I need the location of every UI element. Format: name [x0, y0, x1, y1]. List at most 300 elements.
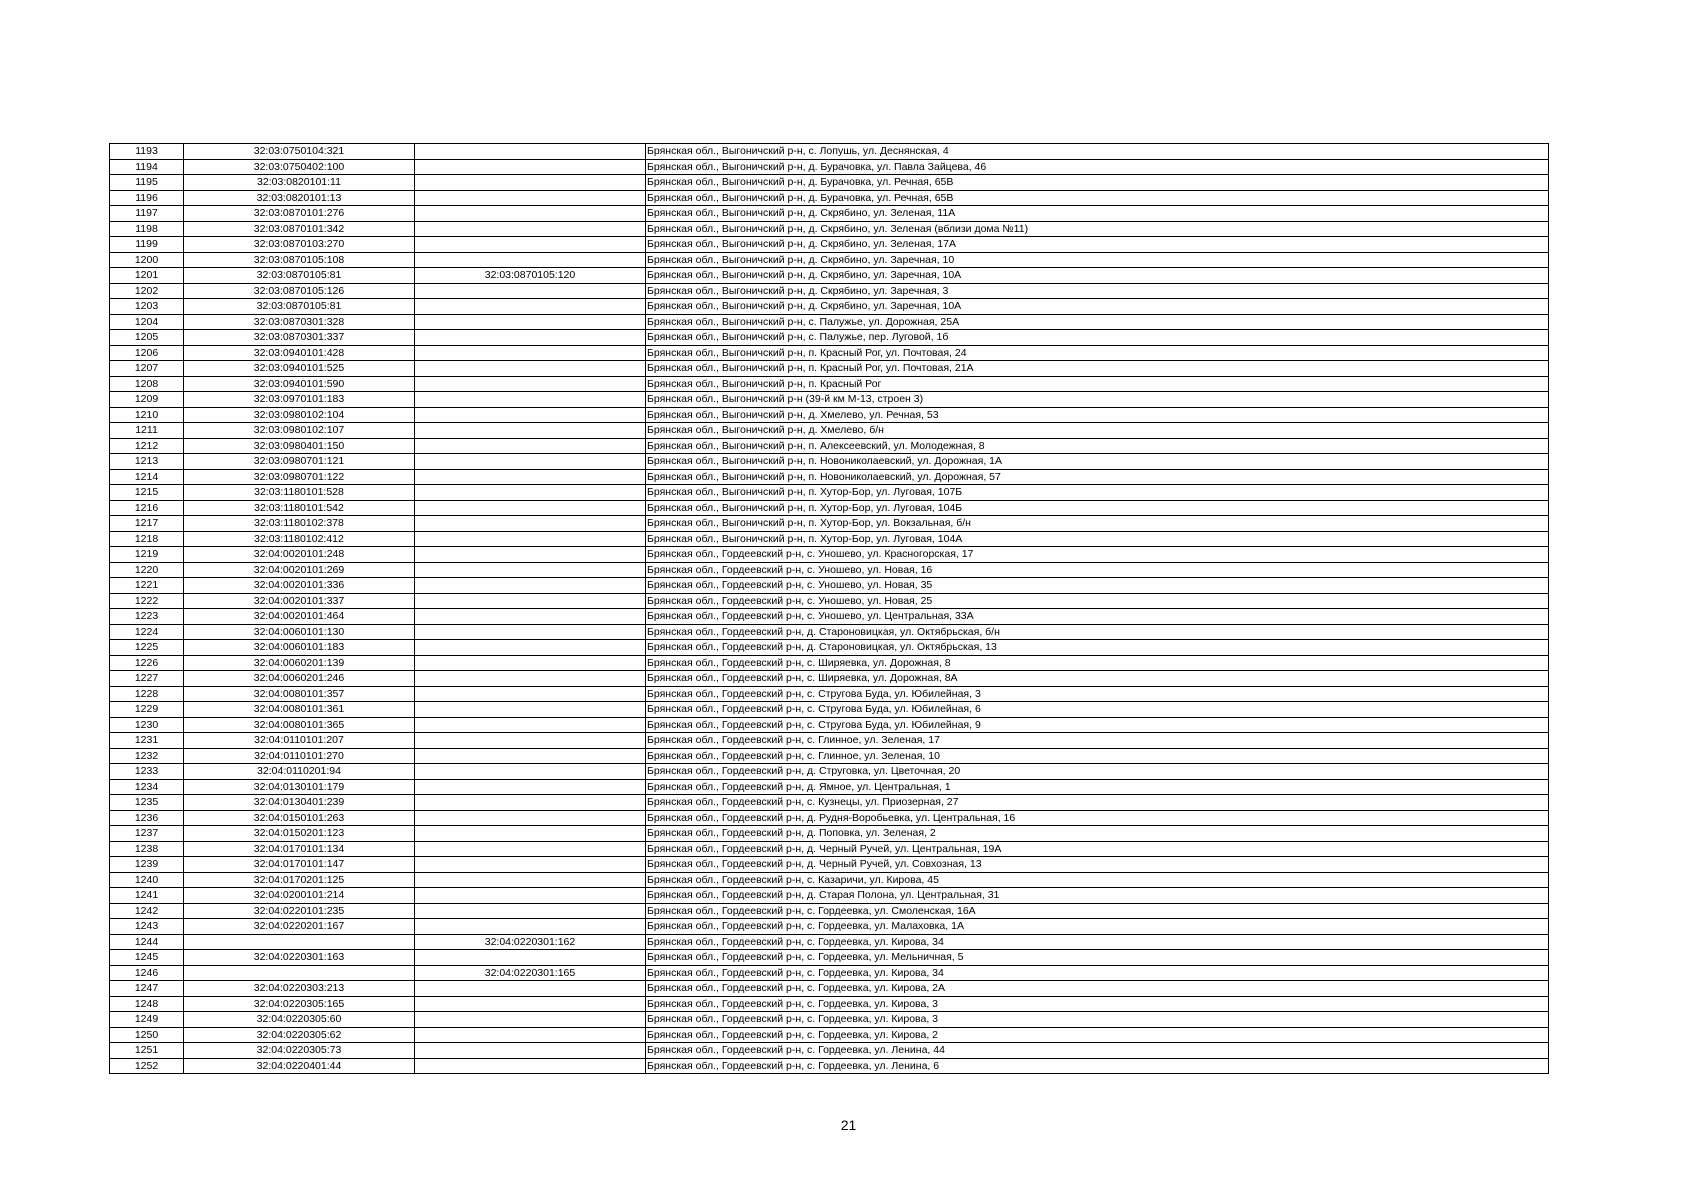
table-row [110, 516, 1549, 532]
row-number-cell: 1216 [110, 500, 184, 516]
cadastral-number-cell: 32:03:0980701:121 [184, 454, 415, 470]
related-cadastral-number-cell [415, 376, 646, 392]
table-row [110, 562, 1549, 578]
row-number-cell: 1230 [110, 717, 184, 733]
row-number-cell: 1219 [110, 547, 184, 563]
related-cadastral-number-cell [415, 206, 646, 222]
cadastral-number-cell: 32:04:0060201:246 [184, 671, 415, 687]
row-number-cell: 1213 [110, 454, 184, 470]
table-row [110, 655, 1549, 671]
cadastral-number-cell: 32:04:0170101:134 [184, 841, 415, 857]
address-cell: Брянская обл., Гордеевский р-н, с. Гордеевка, ул. Малаховка, 1А [646, 919, 1549, 935]
row-number-cell: 1221 [110, 578, 184, 594]
row-number-cell: 1236 [110, 810, 184, 826]
address-cell: Брянская обл., Выгоничский р-н, д. Скрябино, ул. Зеленая, 11А [646, 206, 1549, 222]
cadastral-number-cell: 32:03:0870105:81 [184, 268, 415, 284]
table-row [110, 1027, 1549, 1043]
row-number-cell: 1209 [110, 392, 184, 408]
table-row [110, 1012, 1549, 1028]
row-number-cell: 1241 [110, 888, 184, 904]
address-cell: Брянская обл., Выгоничский р-н, д. Хмелево, б/н [646, 423, 1549, 439]
cadastral-number-cell: 32:03:0970101:183 [184, 392, 415, 408]
address-cell: Брянская обл., Гордеевский р-н, д. Ямное, ул. Центральная, 1 [646, 779, 1549, 795]
address-cell: Брянская обл., Гордеевский р-н, с. Гордеевка, ул. Ленина, 44 [646, 1043, 1549, 1059]
related-cadastral-number-cell [415, 454, 646, 470]
cadastral-number-cell: 32:04:0220305:73 [184, 1043, 415, 1059]
row-number-cell: 1245 [110, 950, 184, 966]
table-row [110, 717, 1549, 733]
address-cell: Брянская обл., Гордеевский р-н, с. Гордеевка, ул. Кирова, 34 [646, 934, 1549, 950]
address-cell: Брянская обл., Гордеевский р-н, с. Уношево, ул. Новая, 25 [646, 593, 1549, 609]
related-cadastral-number-cell: 32:04:0220301:162 [415, 934, 646, 950]
row-number-cell: 1252 [110, 1058, 184, 1074]
cadastral-number-cell: 32:03:0940101:428 [184, 345, 415, 361]
table-row [110, 996, 1549, 1012]
row-number-cell: 1237 [110, 826, 184, 842]
cadastral-number-cell: 32:04:0080101:361 [184, 702, 415, 718]
address-cell: Брянская обл., Выгоничский р-н, п. Хутор-Бор, ул. Луговая, 104А [646, 531, 1549, 547]
row-number-cell: 1244 [110, 934, 184, 950]
row-number-cell: 1228 [110, 686, 184, 702]
address-cell: Брянская обл., Выгоничский р-н, п. Хутор-Бор, ул. Луговая, 104Б [646, 500, 1549, 516]
table-row [110, 764, 1549, 780]
cadastral-number-cell: 32:04:0060201:139 [184, 655, 415, 671]
related-cadastral-number-cell [415, 345, 646, 361]
table-row [110, 950, 1549, 966]
cadastral-number-cell: 32:04:0150201:123 [184, 826, 415, 842]
row-number-cell: 1233 [110, 764, 184, 780]
related-cadastral-number-cell [415, 1012, 646, 1028]
row-number-cell: 1232 [110, 748, 184, 764]
related-cadastral-number-cell [415, 485, 646, 501]
related-cadastral-number-cell [415, 779, 646, 795]
address-cell: Брянская обл., Гордеевский р-н, с. Уношево, ул. Красногорская, 17 [646, 547, 1549, 563]
cadastral-number-cell: 32:04:0020101:464 [184, 609, 415, 625]
table-row [110, 454, 1549, 470]
related-cadastral-number-cell [415, 361, 646, 377]
address-cell: Брянская обл., Гордеевский р-н, д. Струговка, ул. Цветочная, 20 [646, 764, 1549, 780]
address-cell: Брянская обл., Гордеевский р-н, с. Ширяевка, ул. Дорожная, 8 [646, 655, 1549, 671]
table-row [110, 237, 1549, 253]
related-cadastral-number-cell [415, 888, 646, 904]
table-row [110, 624, 1549, 640]
cadastral-number-cell: 32:04:0220301:163 [184, 950, 415, 966]
cadastral-number-cell: 32:04:0220305:62 [184, 1027, 415, 1043]
table-row [110, 671, 1549, 687]
table-row [110, 733, 1549, 749]
address-cell: Брянская обл., Гордеевский р-н, д. Рудня-Воробьевка, ул. Центральная, 16 [646, 810, 1549, 826]
row-number-cell: 1203 [110, 299, 184, 315]
table-row [110, 965, 1549, 981]
related-cadastral-number-cell [415, 686, 646, 702]
related-cadastral-number-cell [415, 950, 646, 966]
related-cadastral-number-cell [415, 221, 646, 237]
related-cadastral-number-cell [415, 469, 646, 485]
address-cell: Брянская обл., Гордеевский р-н, д. Поповка, ул. Зеленая, 2 [646, 826, 1549, 842]
address-cell: Брянская обл., Выгоничский р-н, д. Скрябино, ул. Заречная, 10 [646, 252, 1549, 268]
related-cadastral-number-cell: 32:03:0870105:120 [415, 268, 646, 284]
row-number-cell: 1195 [110, 175, 184, 191]
row-number-cell: 1243 [110, 919, 184, 935]
table-row [110, 686, 1549, 702]
related-cadastral-number-cell [415, 919, 646, 935]
cadastral-number-cell: 32:04:0220201:167 [184, 919, 415, 935]
table-row [110, 857, 1549, 873]
address-cell: Брянская обл., Гордеевский р-н, с. Гордеевка, ул. Кирова, 3 [646, 1012, 1549, 1028]
related-cadastral-number-cell [415, 826, 646, 842]
table-row [110, 423, 1549, 439]
table-row [110, 314, 1549, 330]
related-cadastral-number-cell [415, 1027, 646, 1043]
related-cadastral-number-cell [415, 640, 646, 656]
related-cadastral-number-cell [415, 159, 646, 175]
table-row [110, 221, 1549, 237]
row-number-cell: 1240 [110, 872, 184, 888]
cadastral-number-cell: 32:04:0110101:207 [184, 733, 415, 749]
address-cell: Брянская обл., Выгоничский р-н, п. Новониколаевский, ул. Дорожная, 1А [646, 454, 1549, 470]
cadastral-number-cell: 32:03:0820101:13 [184, 190, 415, 206]
address-cell: Брянская обл., Гордеевский р-н, с. Гордеевка, ул. Ленина, 6 [646, 1058, 1549, 1074]
table-row [110, 206, 1549, 222]
related-cadastral-number-cell [415, 299, 646, 315]
cadastral-number-cell: 32:03:0870101:276 [184, 206, 415, 222]
related-cadastral-number-cell [415, 1058, 646, 1074]
related-cadastral-number-cell [415, 423, 646, 439]
row-number-cell: 1220 [110, 562, 184, 578]
table-row [110, 175, 1549, 191]
cadastral-number-cell: 32:03:1180101:528 [184, 485, 415, 501]
table-row [110, 299, 1549, 315]
table-row [110, 981, 1549, 997]
address-cell: Брянская обл., Выгоничский р-н, д. Хмелево, ул. Речная, 53 [646, 407, 1549, 423]
row-number-cell: 1197 [110, 206, 184, 222]
row-number-cell: 1210 [110, 407, 184, 423]
cadastral-number-cell: 32:04:0170101:147 [184, 857, 415, 873]
address-cell: Брянская обл., Гордеевский р-н, с. Гордеевка, ул. Кирова, 2А [646, 981, 1549, 997]
related-cadastral-number-cell [415, 795, 646, 811]
row-number-cell: 1248 [110, 996, 184, 1012]
address-cell: Брянская обл., Выгоничский р-н, д. Бурачовка, ул. Павла Зайцева, 46 [646, 159, 1549, 175]
cadastral-number-cell: 32:03:0980102:104 [184, 407, 415, 423]
address-cell: Брянская обл., Выгоничский р-н, п. Новониколаевский, ул. Дорожная, 57 [646, 469, 1549, 485]
cadastral-number-cell: 32:04:0060101:183 [184, 640, 415, 656]
address-cell: Брянская обл., Гордеевский р-н, с. Стругова Буда, ул. Юбилейная, 6 [646, 702, 1549, 718]
address-cell: Брянская обл., Гордеевский р-н, д. Черный Ручей, ул. Центральная, 19А [646, 841, 1549, 857]
cadastral-number-cell: 32:03:0940101:525 [184, 361, 415, 377]
cadastral-number-cell: 32:03:0870105:108 [184, 252, 415, 268]
row-number-cell: 1218 [110, 531, 184, 547]
address-cell: Брянская обл., Гордеевский р-н, с. Казаричи, ул. Кирова, 45 [646, 872, 1549, 888]
address-cell: Брянская обл., Гордеевский р-н, с. Гордеевка, ул. Мельничная, 5 [646, 950, 1549, 966]
table-row [110, 345, 1549, 361]
row-number-cell: 1224 [110, 624, 184, 640]
related-cadastral-number-cell [415, 314, 646, 330]
address-cell: Брянская обл., Выгоничский р-н, с. Палужье, ул. Дорожная, 25А [646, 314, 1549, 330]
related-cadastral-number-cell [415, 144, 646, 160]
related-cadastral-number-cell [415, 531, 646, 547]
address-cell: Брянская обл., Гордеевский р-н, с. Глинное, ул. Зеленая, 10 [646, 748, 1549, 764]
row-number-cell: 1201 [110, 268, 184, 284]
address-cell: Брянская обл., Выгоничский р-н, п. Красный Рог, ул. Почтовая, 24 [646, 345, 1549, 361]
related-cadastral-number-cell [415, 190, 646, 206]
row-number-cell: 1206 [110, 345, 184, 361]
table-row [110, 407, 1549, 423]
row-number-cell: 1215 [110, 485, 184, 501]
row-number-cell: 1212 [110, 438, 184, 454]
row-number-cell: 1196 [110, 190, 184, 206]
address-cell: Брянская обл., Выгоничский р-н, д. Бурачовка, ул. Речная, 65В [646, 190, 1549, 206]
table-row [110, 144, 1549, 160]
address-cell: Брянская обл., Гордеевский р-н, с. Уношево, ул. Центральная, 33А [646, 609, 1549, 625]
cadastral-number-cell: 32:04:0220303:213 [184, 981, 415, 997]
table-row [110, 779, 1549, 795]
table-row [110, 159, 1549, 175]
related-cadastral-number-cell [415, 547, 646, 563]
related-cadastral-number-cell [415, 903, 646, 919]
cadastral-number-cell: 32:03:0820101:11 [184, 175, 415, 191]
table-row [110, 578, 1549, 594]
related-cadastral-number-cell [415, 175, 646, 191]
cadastral-number-cell: 32:04:0220305:60 [184, 1012, 415, 1028]
row-number-cell: 1238 [110, 841, 184, 857]
table-row [110, 1043, 1549, 1059]
related-cadastral-number-cell [415, 283, 646, 299]
row-number-cell: 1200 [110, 252, 184, 268]
related-cadastral-number-cell [415, 702, 646, 718]
related-cadastral-number-cell [415, 1043, 646, 1059]
row-number-cell: 1207 [110, 361, 184, 377]
table-row [110, 640, 1549, 656]
cadastral-number-cell: 32:04:0130101:179 [184, 779, 415, 795]
row-number-cell: 1202 [110, 283, 184, 299]
related-cadastral-number-cell [415, 733, 646, 749]
related-cadastral-number-cell [415, 392, 646, 408]
table-row [110, 810, 1549, 826]
row-number-cell: 1194 [110, 159, 184, 175]
related-cadastral-number-cell [415, 330, 646, 346]
cadastral-number-cell: 32:03:1180102:412 [184, 531, 415, 547]
cadastral-number-cell: 32:03:0870301:328 [184, 314, 415, 330]
address-cell: Брянская обл., Выгоничский р-н, п. Хутор-Бор, ул. Луговая, 107Б [646, 485, 1549, 501]
cadastral-number-cell: 32:03:1180101:542 [184, 500, 415, 516]
table-row [110, 547, 1549, 563]
address-cell: Брянская обл., Гордеевский р-н, д. Черный Ручей, ул. Совхозная, 13 [646, 857, 1549, 873]
cadastral-number-cell: 32:04:0170201:125 [184, 872, 415, 888]
related-cadastral-number-cell [415, 996, 646, 1012]
row-number-cell: 1249 [110, 1012, 184, 1028]
table-row [110, 795, 1549, 811]
row-number-cell: 1239 [110, 857, 184, 873]
address-cell: Брянская обл., Выгоничский р-н, п. Алексеевский, ул. Молодежная, 8 [646, 438, 1549, 454]
address-cell: Брянская обл., Выгоничский р-н (39-й км М-13, строен 3) [646, 392, 1549, 408]
row-number-cell: 1225 [110, 640, 184, 656]
related-cadastral-number-cell [415, 748, 646, 764]
cadastral-number-cell: 32:04:0020101:337 [184, 593, 415, 609]
related-cadastral-number-cell [415, 593, 646, 609]
address-cell: Брянская обл., Выгоничский р-н, д. Скрябино, ул. Заречная, 10А [646, 268, 1549, 284]
address-cell: Брянская обл., Гордеевский р-н, с. Гордеевка, ул. Кирова, 2 [646, 1027, 1549, 1043]
row-number-cell: 1214 [110, 469, 184, 485]
related-cadastral-number-cell [415, 841, 646, 857]
related-cadastral-number-cell [415, 562, 646, 578]
table-row [110, 872, 1549, 888]
row-number-cell: 1231 [110, 733, 184, 749]
table-row [110, 841, 1549, 857]
cadastral-number-cell: 32:04:0220305:165 [184, 996, 415, 1012]
address-cell: Брянская обл., Гордеевский р-н, с. Кузнецы, ул. Приозерная, 27 [646, 795, 1549, 811]
registry-table-body [110, 144, 1549, 1074]
row-number-cell: 1223 [110, 609, 184, 625]
row-number-cell: 1193 [110, 144, 184, 160]
row-number-cell: 1247 [110, 981, 184, 997]
cadastral-number-cell: 32:03:0980701:122 [184, 469, 415, 485]
row-number-cell: 1234 [110, 779, 184, 795]
address-cell: Брянская обл., Гордеевский р-н, с. Ширяевка, ул. Дорожная, 8А [646, 671, 1549, 687]
address-cell: Брянская обл., Выгоничский р-н, п. Хутор-Бор, ул. Вокзальная, б/н [646, 516, 1549, 532]
cadastral-number-cell: 32:04:0020101:269 [184, 562, 415, 578]
table-row [110, 609, 1549, 625]
related-cadastral-number-cell [415, 237, 646, 253]
table-row [110, 531, 1549, 547]
cadastral-number-cell: 32:03:0870105:126 [184, 283, 415, 299]
cadastral-number-cell: 32:04:0020101:248 [184, 547, 415, 563]
row-number-cell: 1242 [110, 903, 184, 919]
table-row [110, 190, 1549, 206]
cadastral-number-cell: 32:03:0750402:100 [184, 159, 415, 175]
table-row [110, 888, 1549, 904]
related-cadastral-number-cell [415, 655, 646, 671]
address-cell: Брянская обл., Гордеевский р-н, д. Старая Полона, ул. Центральная, 31 [646, 888, 1549, 904]
row-number-cell: 1222 [110, 593, 184, 609]
row-number-cell: 1217 [110, 516, 184, 532]
related-cadastral-number-cell [415, 872, 646, 888]
address-cell: Брянская обл., Гордеевский р-н, с. Гордеевка, ул. Кирова, 34 [646, 965, 1549, 981]
table-row [110, 1058, 1549, 1074]
table-row [110, 826, 1549, 842]
address-cell: Брянская обл., Выгоничский р-н, д. Скрябино, ул. Заречная, 3 [646, 283, 1549, 299]
table-row [110, 330, 1549, 346]
table-row [110, 919, 1549, 935]
cadastral-number-cell: 32:03:0750104:321 [184, 144, 415, 160]
related-cadastral-number-cell [415, 578, 646, 594]
page-number: 21 [840, 1117, 857, 1133]
row-number-cell: 1229 [110, 702, 184, 718]
address-cell: Брянская обл., Выгоничский р-н, д. Скрябино, ул. Зеленая, 17А [646, 237, 1549, 253]
address-cell: Брянская обл., Гордеевский р-н, с. Глинное, ул. Зеленая, 17 [646, 733, 1549, 749]
related-cadastral-number-cell [415, 624, 646, 640]
cadastral-number-cell: 32:03:0870101:342 [184, 221, 415, 237]
table-row [110, 268, 1549, 284]
row-number-cell: 1226 [110, 655, 184, 671]
related-cadastral-number-cell [415, 981, 646, 997]
table-row [110, 376, 1549, 392]
table-row [110, 438, 1549, 454]
cadastral-number-cell: 32:04:0020101:336 [184, 578, 415, 594]
cadastral-number-cell: 32:04:0220401:44 [184, 1058, 415, 1074]
related-cadastral-number-cell [415, 252, 646, 268]
address-cell: Брянская обл., Гордеевский р-н, д. Староновицкая, ул. Октябрьская, 13 [646, 640, 1549, 656]
related-cadastral-number-cell [415, 810, 646, 826]
table-row [110, 903, 1549, 919]
related-cadastral-number-cell [415, 609, 646, 625]
table-row [110, 252, 1549, 268]
row-number-cell: 1208 [110, 376, 184, 392]
related-cadastral-number-cell [415, 717, 646, 733]
related-cadastral-number-cell [415, 407, 646, 423]
address-cell: Брянская обл., Гордеевский р-н, с. Уношево, ул. Новая, 35 [646, 578, 1549, 594]
row-number-cell: 1198 [110, 221, 184, 237]
cadastral-number-cell: 32:04:0110101:270 [184, 748, 415, 764]
table-row [110, 361, 1549, 377]
row-number-cell: 1251 [110, 1043, 184, 1059]
row-number-cell: 1211 [110, 423, 184, 439]
table-row [110, 500, 1549, 516]
related-cadastral-number-cell [415, 671, 646, 687]
row-number-cell: 1199 [110, 237, 184, 253]
address-cell: Брянская обл., Выгоничский р-н, с. Лопушь, ул. Деснянская, 4 [646, 144, 1549, 160]
address-cell: Брянская обл., Гордеевский р-н, с. Стругова Буда, ул. Юбилейная, 3 [646, 686, 1549, 702]
table-row [110, 748, 1549, 764]
cadastral-number-cell: 32:03:0870301:337 [184, 330, 415, 346]
row-number-cell: 1204 [110, 314, 184, 330]
table-row [110, 485, 1549, 501]
table-row [110, 934, 1549, 950]
cadastral-number-cell [184, 965, 415, 981]
cadastral-number-cell: 32:03:0870103:270 [184, 237, 415, 253]
cadastral-number-cell: 32:04:0080101:365 [184, 717, 415, 733]
address-cell: Брянская обл., Гордеевский р-н, с. Уношево, ул. Новая, 16 [646, 562, 1549, 578]
table-row [110, 702, 1549, 718]
address-cell: Брянская обл., Выгоничский р-н, д. Скрябино, ул. Заречная, 10А [646, 299, 1549, 315]
address-cell: Брянская обл., Гордеевский р-н, с. Гордеевка, ул. Кирова, 3 [646, 996, 1549, 1012]
address-cell: Брянская обл., Выгоничский р-н, д. Скрябино, ул. Зеленая (вблизи дома №11) [646, 221, 1549, 237]
cadastral-number-cell [184, 934, 415, 950]
row-number-cell: 1235 [110, 795, 184, 811]
address-cell: Брянская обл., Гордеевский р-н, с. Гордеевка, ул. Смоленская, 16А [646, 903, 1549, 919]
address-cell: Брянская обл., Выгоничский р-н, п. Красный Рог, ул. Почтовая, 21А [646, 361, 1549, 377]
cadastral-number-cell: 32:03:1180102:378 [184, 516, 415, 532]
row-number-cell: 1227 [110, 671, 184, 687]
address-cell: Брянская обл., Выгоничский р-н, с. Палужье, пер. Луговой, 1б [646, 330, 1549, 346]
related-cadastral-number-cell: 32:04:0220301:165 [415, 965, 646, 981]
cadastral-number-cell: 32:04:0150101:263 [184, 810, 415, 826]
address-cell: Брянская обл., Выгоничский р-н, д. Бурачовка, ул. Речная, 65В [646, 175, 1549, 191]
cadastral-number-cell: 32:04:0060101:130 [184, 624, 415, 640]
table-row [110, 283, 1549, 299]
cadastral-number-cell: 32:04:0110201:94 [184, 764, 415, 780]
registry-table [109, 143, 1549, 1074]
address-cell: Брянская обл., Гордеевский р-н, с. Стругова Буда, ул. Юбилейная, 9 [646, 717, 1549, 733]
table-row [110, 392, 1549, 408]
table-row [110, 469, 1549, 485]
cadastral-number-cell: 32:04:0130401:239 [184, 795, 415, 811]
related-cadastral-number-cell [415, 516, 646, 532]
cadastral-number-cell: 32:04:0080101:357 [184, 686, 415, 702]
cadastral-number-cell: 32:04:0220101:235 [184, 903, 415, 919]
cadastral-number-cell: 32:03:0870105:81 [184, 299, 415, 315]
row-number-cell: 1250 [110, 1027, 184, 1043]
related-cadastral-number-cell [415, 500, 646, 516]
cadastral-number-cell: 32:04:0200101:214 [184, 888, 415, 904]
related-cadastral-number-cell [415, 438, 646, 454]
address-cell: Брянская обл., Выгоничский р-н, п. Красный Рог [646, 376, 1549, 392]
cadastral-number-cell: 32:03:0980401:150 [184, 438, 415, 454]
related-cadastral-number-cell [415, 764, 646, 780]
table-row [110, 593, 1549, 609]
address-cell: Брянская обл., Гордеевский р-н, д. Староновицкая, ул. Октябрьская, б/н [646, 624, 1549, 640]
cadastral-number-cell: 32:03:0940101:590 [184, 376, 415, 392]
related-cadastral-number-cell [415, 857, 646, 873]
